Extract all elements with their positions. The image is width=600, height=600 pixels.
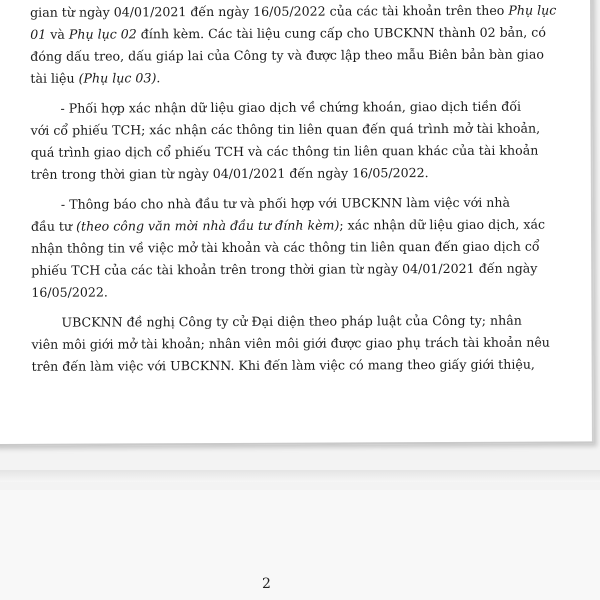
text-run: viên môi giới mở tài khoản; nhân viên môi giới được giao phụ trách tài khoản nêu [31, 334, 550, 352]
text-line [31, 279, 579, 303]
text-run: 16/05/2022. [31, 284, 108, 300]
text-line [32, 353, 580, 377]
text-run: và [46, 26, 69, 42]
text-run: UBCKNN đề nghị Công ty cử Đại diện theo pháp luật của Công ty; nhân [61, 312, 522, 330]
paragraph [31, 309, 579, 377]
text-line [31, 117, 579, 141]
italic-run: (Phụ lục 03) [78, 70, 157, 86]
text-line [31, 191, 579, 215]
text-run: trên đến làm việc với UBCKNN. Khi đến làm việc có mang theo giấy giới thiệu, [31, 356, 535, 374]
text-line [30, 43, 578, 67]
text-line [31, 235, 579, 259]
text-line [30, 0, 578, 24]
italic-run: Phụ lục 02 [68, 26, 137, 42]
text-run: - Phối hợp xác nhận dữ liệu giao dịch về chứng khoán, giao dịch tiền đối [60, 98, 522, 116]
text-run: đính kèm. Các tài liệu cung cấp cho UBCKNN thành 02 bản, có [136, 24, 546, 42]
document-body [30, 0, 580, 386]
text-run: tài liệu [30, 70, 79, 86]
text-line [31, 139, 579, 163]
text-line [30, 65, 578, 89]
text-run: phiếu TCH của các tài khoản trên trong thời gian từ ngày 04/01/2021 đến ngày [31, 260, 538, 278]
document-page-lower [0, 490, 600, 600]
italic-run: Phụ lục [508, 2, 557, 18]
text-run: gian từ ngày 04/01/2021 đến ngày 16/05/2022 của các tài khoản trên theo [30, 2, 509, 20]
text-line [30, 21, 578, 45]
text-run: - Thông báo cho nhà đầu tư và phối hợp với UBCKNN làm việc với nhà [60, 194, 510, 212]
text-line [31, 331, 579, 355]
text-line [31, 213, 579, 237]
text-run: đóng dấu treo, dấu giáp lai của Công ty và được lập theo mẫu Biên bản bàn giao [30, 46, 544, 64]
paragraph [31, 191, 579, 303]
text-run: với cổ phiếu TCH; xác nhận các thông tin liên quan đến quá trình mở tài khoản, [30, 120, 541, 138]
text-run: ; xác nhận dữ liệu giao dịch, xác [339, 216, 546, 233]
paragraph [30, 0, 578, 90]
text-run: . [156, 70, 161, 86]
text-line [31, 257, 579, 281]
text-line [31, 309, 579, 333]
text-run: trên trong thời gian từ ngày 04/01/2021 đến ngày 16/05/2022. [30, 165, 429, 182]
text-run: nhận thông tin về việc mở tài khoản và các thông tin liên quan đến giao dịch cổ [31, 238, 540, 256]
page-number: 2 [262, 576, 271, 592]
italic-run: 01 [30, 26, 47, 42]
italic-run: (theo công văn mời nhà đầu tư đính kèm) [76, 217, 340, 234]
text-run: quá trình giao dịch cổ phiếu TCH và các thông tin liên quan khác của tài khoản [30, 142, 539, 160]
text-run: đầu tư [30, 218, 77, 234]
page-gap [0, 470, 600, 482]
text-line [31, 161, 579, 185]
paragraph [30, 95, 578, 185]
text-line [30, 95, 578, 119]
